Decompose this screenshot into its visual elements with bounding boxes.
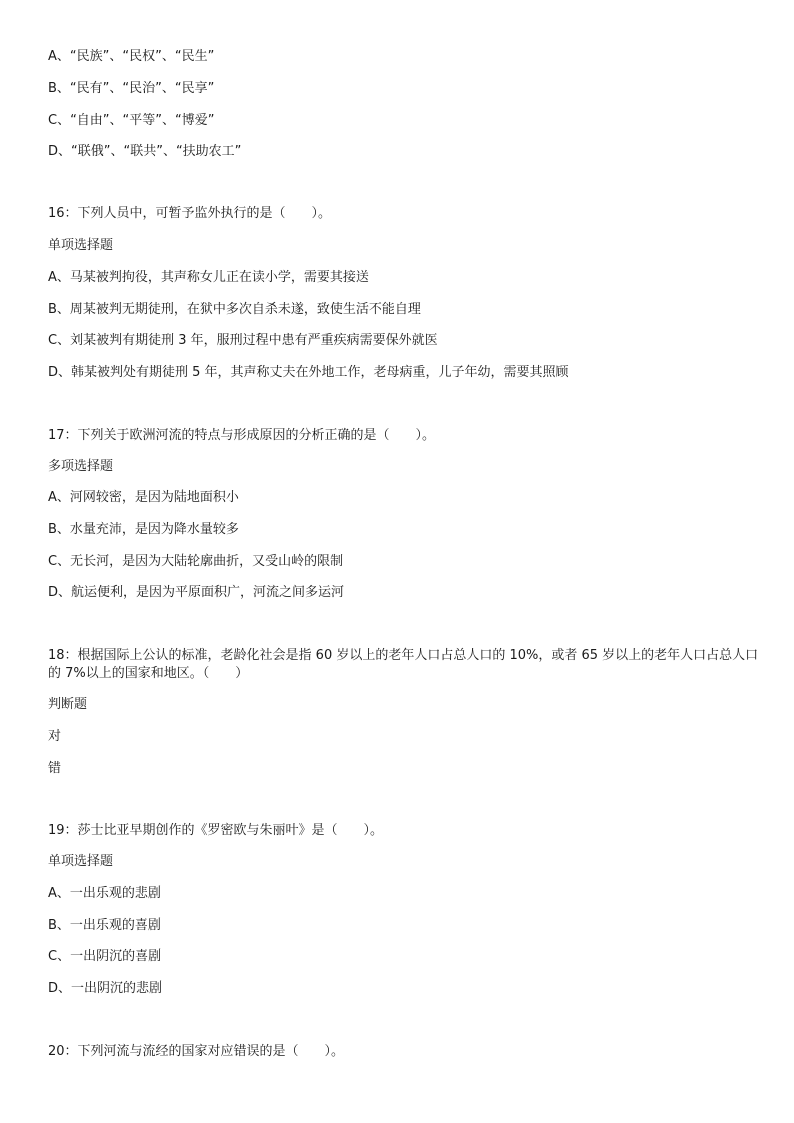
q16-type: 单项选择题 bbox=[48, 238, 114, 253]
q17-question: 17：下列关于欧洲河流的特点与形成原因的分析正确的是（ ）。 bbox=[48, 428, 436, 443]
q16-option-d[interactable]: D、韩某被判处有期徒刑 5 年，其声称丈夫在外地工作，老母病重，儿子年幼，需要其照顾 bbox=[48, 365, 569, 380]
q15-option-b[interactable]: B、“民有”、“民治”、“民享” bbox=[48, 81, 215, 96]
q17-option-b[interactable]: B、水量充沛，是因为降水量较多 bbox=[48, 522, 239, 537]
q16-option-c[interactable]: C、刘某被判有期徒刑 3 年，服刑过程中患有严重疾病需要保外就医 bbox=[48, 333, 438, 348]
q19-type: 单项选择题 bbox=[48, 854, 114, 869]
q18-type: 判断题 bbox=[48, 697, 88, 712]
q20-question: 20：下列河流与流经的国家对应错误的是（ ）。 bbox=[48, 1044, 345, 1059]
q16-question: 16：下列人员中，可暂予监外执行的是（ ）。 bbox=[48, 206, 332, 221]
q17-option-d[interactable]: D、航运便利，是因为平原面积广，河流之间多运河 bbox=[48, 585, 345, 600]
q17-option-c[interactable]: C、无长河，是因为大陆轮廓曲折，又受山岭的限制 bbox=[48, 554, 344, 569]
q19-question: 19：莎士比亚早期创作的《罗密欧与朱丽叶》是（ ）。 bbox=[48, 823, 384, 838]
q18-option-true[interactable]: 对 bbox=[48, 729, 62, 744]
q18-question: 18：根据国际上公认的标准，老龄化社会是指 60 岁以上的老年人口占总人口的 10%，或者 65 岁以上的老年人口占总人口的 7%以上的国家和地区。（ ） bbox=[48, 648, 759, 681]
q16-option-b[interactable]: B、周某被判无期徒刑，在狱中多次自杀未遂，致使生活不能自理 bbox=[48, 302, 421, 317]
q17-option-a[interactable]: A、河网较密，是因为陆地面积小 bbox=[48, 490, 239, 505]
q15-option-c[interactable]: C、“自由”、“平等”、“博爱” bbox=[48, 113, 215, 128]
q19-option-d[interactable]: D、一出阴沉的悲剧 bbox=[48, 981, 163, 996]
q19-option-a[interactable]: A、一出乐观的悲剧 bbox=[48, 886, 161, 901]
q15-option-a[interactable]: A、“民族”、“民权”、“民生” bbox=[48, 49, 215, 64]
q16-option-a[interactable]: A、马某被判拘役，其声称女儿正在读小学，需要其接送 bbox=[48, 270, 369, 285]
q17-type: 多项选择题 bbox=[48, 459, 114, 474]
q19-option-c[interactable]: C、一出阴沉的喜剧 bbox=[48, 949, 162, 964]
q19-option-b[interactable]: B、一出乐观的喜剧 bbox=[48, 918, 161, 933]
q18-option-false[interactable]: 错 bbox=[48, 761, 62, 776]
q15-option-d[interactable]: D、“联俄”、“联共”、“扶助农工” bbox=[48, 144, 242, 159]
